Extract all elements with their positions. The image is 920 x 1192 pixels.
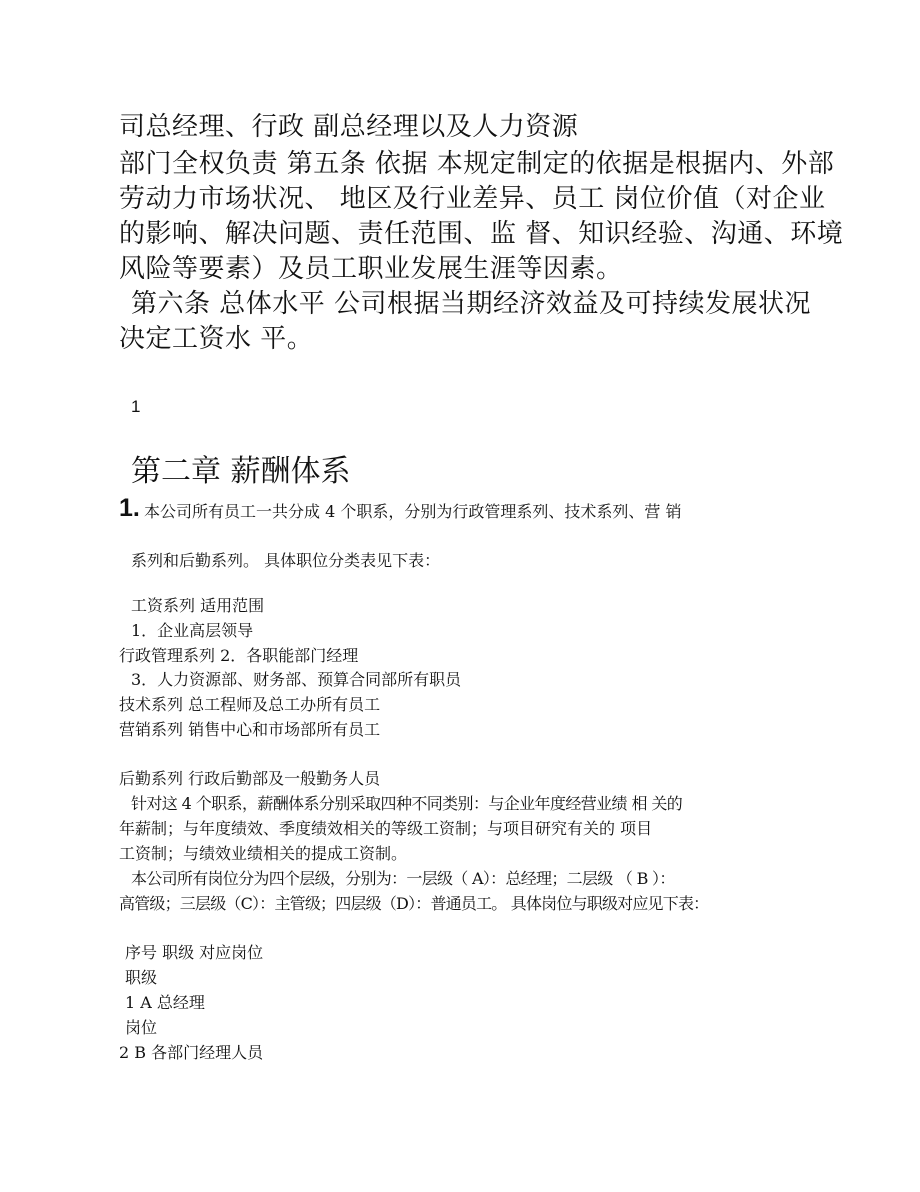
para1-line-3: 劳动力市场状况、 地区及行业差异、员工 岗位价值（对企业 — [119, 184, 826, 214]
table2-header: 序号 职级 对应岗位 — [125, 943, 264, 962]
para1-line-4: 的影响、解决问题、责任范围、监 督、知识经验、沟通、环境 — [119, 219, 844, 249]
table2-row: 2 B 各部门经理人员 — [119, 1043, 264, 1062]
table1-header: 工资系列 适用范围 — [131, 596, 265, 615]
table1-row: 1．企业高层领导 — [131, 621, 254, 640]
para2-line-1: 第六条 总体水平 公司根据当期经济效益及可持续发展状况 — [131, 289, 812, 319]
para2-line-2: 决定工资水 平。 — [119, 324, 314, 354]
table1-row: 后勤系列 行政后勤部及一般勤务人员 — [119, 769, 381, 788]
para3-line-1: 针对这 4 个职系，薪酬体系分别采取四种不同类别：与企业年度经营业绩 相 关的 — [131, 794, 683, 813]
item1-line-2: 系列和后勤系列。 具体职位分类表见下表： — [131, 551, 441, 570]
para1-line-1: 司总经理、行政 副总经理以及人力资源 — [119, 112, 579, 142]
table1-row: 技术系列 总工程师及总工办所有员工 — [119, 695, 381, 714]
chapter-title: 第二章 薪酬体系 — [131, 454, 351, 489]
para1-line-5: 风险等要素）及员工职业发展生涯等因素。 — [119, 254, 623, 284]
para1-line-2: 部门全权负责 第五条 依据 本规定制定的依据是根据内、外部 — [119, 149, 835, 179]
page-number: 1 — [131, 397, 141, 416]
table2-row: 1 A 总经理 — [125, 993, 205, 1012]
para4-line-1: 本公司所有岗位分为四个层级，分别为：一层级（ A）：总经理；二层级 （ B ）： — [131, 869, 675, 888]
item1-number: 1. — [119, 494, 140, 522]
table1-row: 行政管理系列 2．各职能部门经理 — [119, 646, 359, 665]
table2-row: 职级 — [125, 968, 158, 987]
table2-row: 岗位 — [125, 1018, 158, 1037]
para3-line-2: 年薪制；与年度绩效、季度绩效相关的等级工资制；与项目研究有关的 项目 — [119, 819, 653, 838]
item1-line-1: 本公司所有员工一共分成 4 个职系，分别为行政管理系列、技术系列、营 销 — [144, 502, 682, 521]
para4-line-2: 高管级；三层级（C）：主管级；四层级（D）：普通员工。 具体岗位与职级对应见下表： — [119, 894, 709, 913]
table1-row: 3．人力资源部、财务部、预算合同部所有职员 — [131, 670, 462, 689]
para3-line-3: 工资制；与绩效业绩相关的提成工资制。 — [119, 844, 408, 863]
table1-row: 营销系列 销售中心和市场部所有员工 — [119, 720, 381, 739]
